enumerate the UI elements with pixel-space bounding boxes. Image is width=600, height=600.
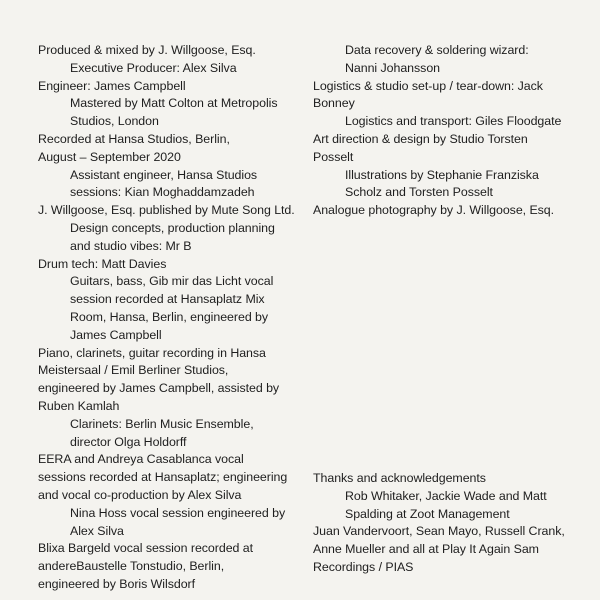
credit-line: Piano, clarinets, guitar recording in Hansa (38, 345, 266, 360)
thanks-line: Thanks and acknowledgements (313, 471, 486, 485)
credit-line: Blixa Bargeld vocal session recorded at (38, 541, 254, 556)
thanks-line: Recordings / PIAS (313, 559, 414, 574)
credit-line: Design concepts, production planning (70, 220, 275, 235)
credit-line: Bonney (313, 96, 355, 111)
credit-line: Posselt (313, 149, 354, 164)
credit-line: Room, Hansa, Berlin, engineered by (70, 309, 269, 324)
credit-line: andereBaustelle Tonstudio, Berlin, (38, 559, 225, 574)
credit-line: Executive Producer: Alex Silva (70, 60, 237, 75)
thanks-line: Juan Vandervoort, Sean Mayo, Russell Crank, (313, 524, 565, 539)
credits-right-column (313, 42, 575, 220)
credit-line: director Olga Holdorff (70, 434, 187, 449)
credit-line: Alex Silva (70, 523, 124, 538)
credit-line: Assistant engineer, Hansa Studios (70, 167, 258, 182)
credit-line: Scholz and Torsten Posselt (345, 185, 493, 200)
credit-line: Guitars, bass, Gib mir das Licht vocal (70, 274, 274, 289)
credit-line: EERA and Andreya Casablanca vocal (38, 452, 244, 467)
credit-line: Data recovery & soldering wizard: (345, 43, 529, 57)
credit-line: Ruben Kamlah (38, 398, 120, 413)
credit-line: Recorded at Hansa Studios, Berlin, (38, 131, 230, 146)
credit-line: Produced & mixed by J. Willgoose, Esq. (38, 43, 256, 57)
credit-line: Logistics & studio set-up / tear-down: Jack (313, 78, 543, 93)
credit-line: Logistics and transport: Giles Floodgate (345, 114, 562, 129)
credit-line: James Campbell (70, 327, 162, 342)
thanks-line: Spalding at Zoot Management (345, 506, 510, 521)
credit-line: Mastered by Matt Colton at Metropolis (70, 96, 278, 111)
credit-line: J. Willgoose, Esq. published by Mute Song Ltd. (38, 203, 295, 218)
credit-line: Engineer: James Campbell (38, 78, 186, 93)
credit-line: Nina Hoss vocal session engineered by (70, 505, 286, 520)
credit-line: Clarinets: Berlin Music Ensemble, (70, 416, 254, 431)
credits-left-column (38, 42, 300, 594)
credit-line: Meistersaal / Emil Berliner Studios, (38, 363, 229, 378)
thanks-line: Anne Mueller and all at Play It Again Sam (313, 542, 539, 557)
credit-line: Art direction & design by Studio Torsten (313, 131, 528, 146)
credit-line: Nanni Johansson (345, 60, 440, 75)
credit-line: sessions: Kian Moghaddamzadeh (70, 185, 255, 200)
credit-line: August – September 2020 (38, 149, 181, 164)
credit-line: Studios, London (70, 114, 159, 129)
thanks-line: Rob Whitaker, Jackie Wade and Matt (345, 488, 547, 503)
credit-line: Analogue photography by J. Willgoose, Esq. (313, 203, 555, 218)
credit-line: and vocal co-production by Alex Silva (38, 487, 242, 502)
credit-line: Drum tech: Matt Davies (38, 256, 167, 271)
credit-line: session recorded at Hansaplatz Mix (70, 292, 265, 307)
credit-line: sessions recorded at Hansaplatz; engineering (38, 470, 288, 485)
credit-line: Illustrations by Stephanie Franziska (345, 167, 539, 182)
credit-line: and studio vibes: Mr B (70, 238, 192, 253)
thanks-section (313, 470, 583, 577)
credit-line: engineered by James Campbell, assisted by (38, 381, 280, 396)
credit-line: engineered by Boris Wilsdorf (38, 576, 195, 591)
